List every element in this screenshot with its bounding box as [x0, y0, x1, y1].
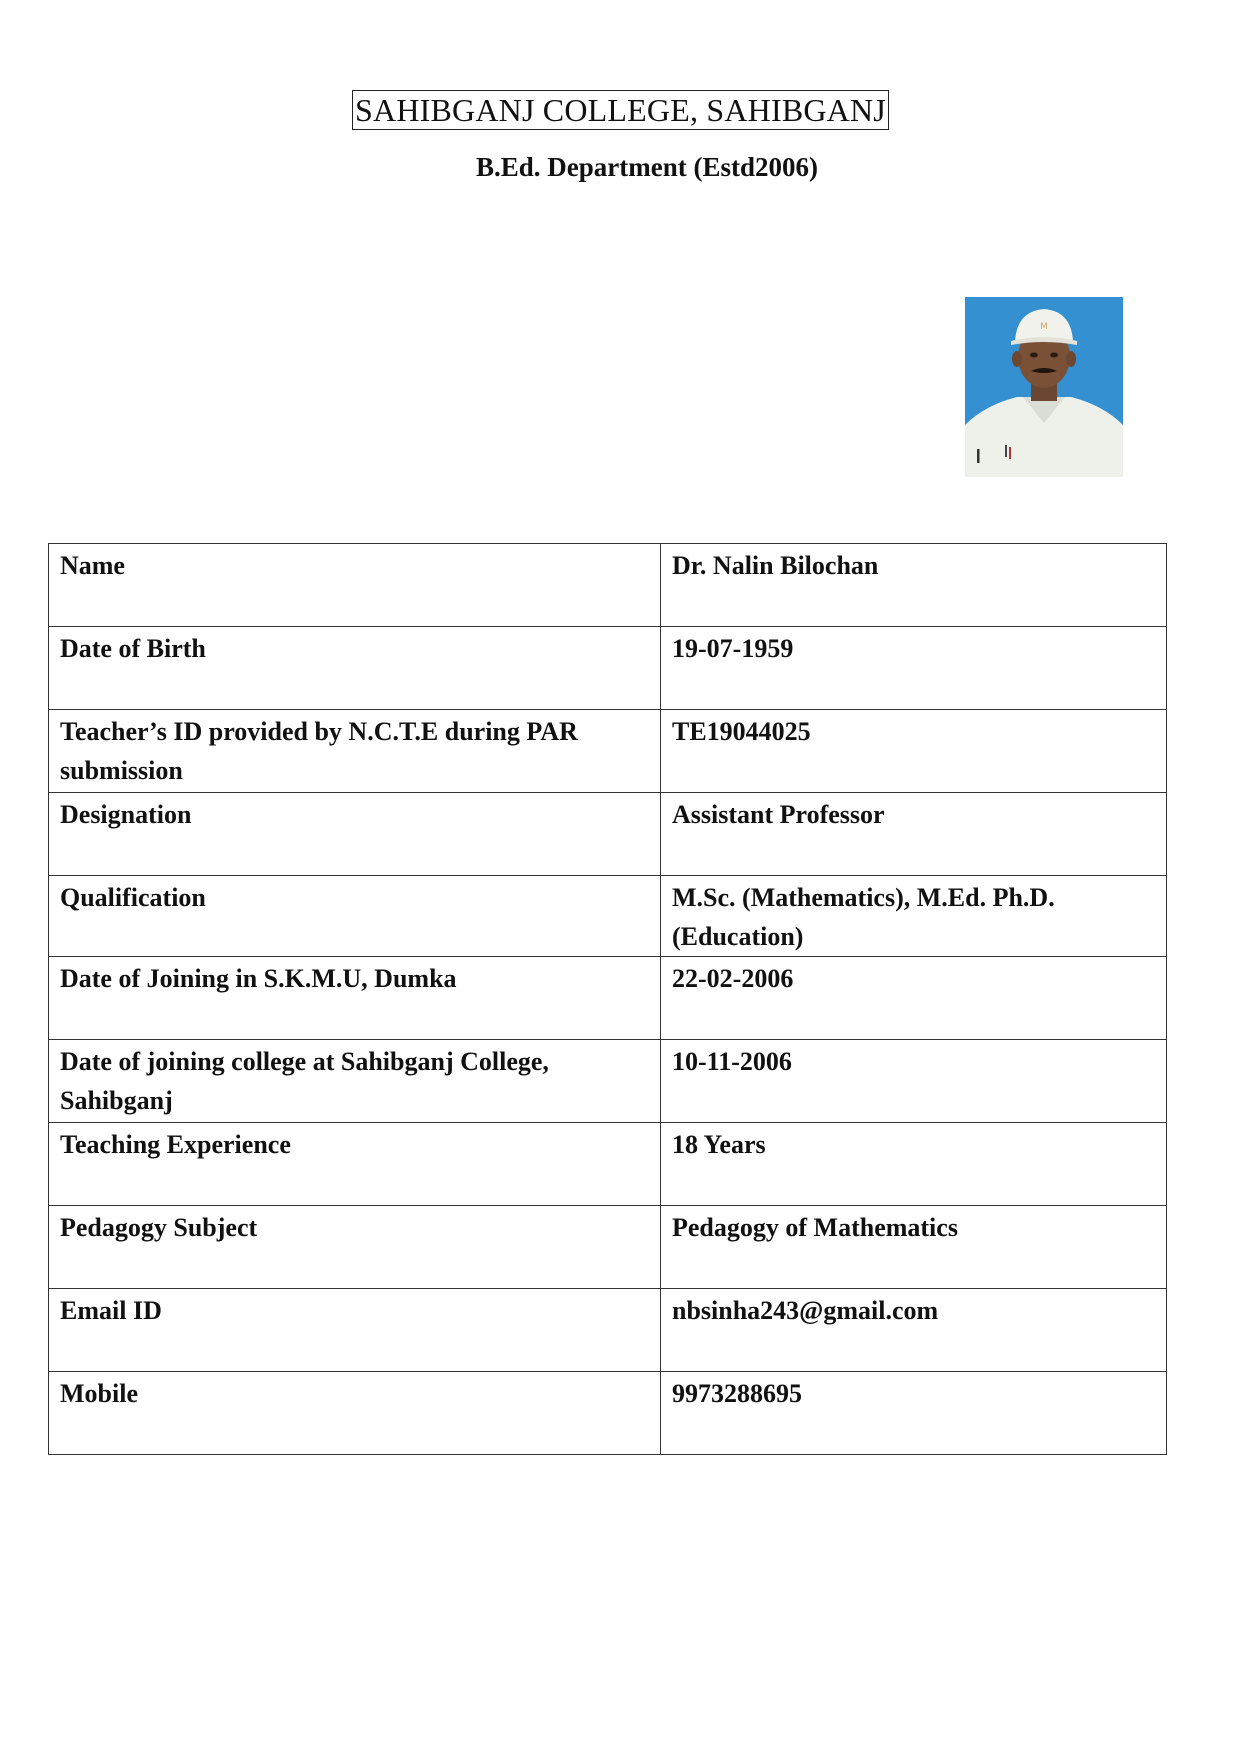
row-value: nbsinha243@gmail.com [661, 1289, 1167, 1372]
row-label: Designation [49, 793, 661, 876]
faculty-profile-table [48, 543, 1167, 1455]
row-value: Pedagogy of Mathematics [661, 1206, 1167, 1289]
row-label: Date of Birth [49, 627, 661, 710]
table-row [49, 793, 1167, 876]
table-row [49, 957, 1167, 1040]
table-row [49, 544, 1167, 627]
table-row [49, 627, 1167, 710]
row-label: Email ID [49, 1289, 661, 1372]
row-value: Dr. Nalin Bilochan [661, 544, 1167, 627]
portrait-image [965, 297, 1123, 477]
college-title [0, 90, 1241, 130]
table-row [49, 710, 1167, 793]
row-value: 19-07-1959 [661, 627, 1167, 710]
row-value: M.Sc. (Mathematics), M.Ed. Ph.D. (Education) [661, 876, 1167, 957]
college-name: SAHIBGANJ COLLEGE, SAHIBGANJ [352, 90, 889, 130]
row-label: Pedagogy Subject [49, 1206, 661, 1289]
row-label: Mobile [49, 1372, 661, 1455]
row-value: 22-02-2006 [661, 957, 1167, 1040]
svg-text:M: M [1040, 322, 1048, 332]
table-row [49, 876, 1167, 957]
row-label: Teaching Experience [49, 1123, 661, 1206]
row-label: Qualification [49, 876, 661, 957]
row-label: Date of Joining in S.K.M.U, Dumka [49, 957, 661, 1040]
profile-photo [965, 297, 1123, 477]
row-label: Name [49, 544, 661, 627]
table-row [49, 1206, 1167, 1289]
row-value: TE19044025 [661, 710, 1167, 793]
table-row [49, 1040, 1167, 1123]
department-subtitle: B.Ed. Department (Estd2006) [476, 152, 818, 182]
row-label: Teacher’s ID provided by N.C.T.E during PAR submission [49, 710, 661, 793]
table-row [49, 1123, 1167, 1206]
table-row [49, 1372, 1167, 1455]
row-value: 9973288695 [661, 1372, 1167, 1455]
row-value: 10-11-2006 [661, 1040, 1167, 1123]
row-value: 18 Years [661, 1123, 1167, 1206]
row-label: Date of joining college at Sahibganj College, Sahibganj [49, 1040, 661, 1123]
row-value: Assistant Professor [661, 793, 1167, 876]
table-row [49, 1289, 1167, 1372]
